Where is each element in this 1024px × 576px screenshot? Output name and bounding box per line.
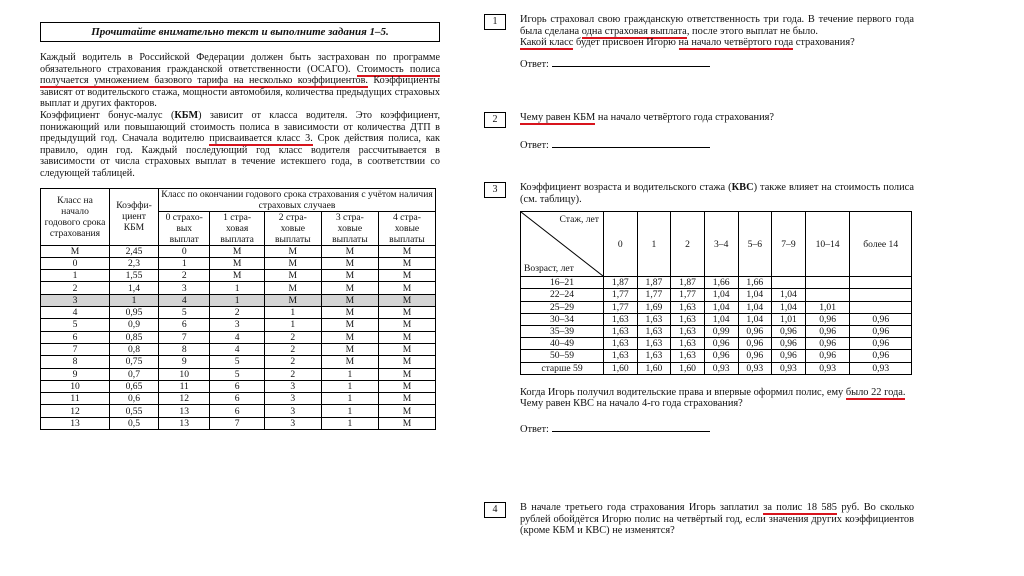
task-number: 4 [484,502,506,518]
table-cell: 2,45 [110,245,159,257]
table-cell [805,289,850,301]
table-cell: 0,93 [805,362,850,374]
table-cell: 22–24 [521,289,604,301]
table-cell: 0,96 [805,325,850,337]
table-cell: 11 [41,393,110,405]
right-column [484,14,914,537]
table-cell: 0,55 [110,405,159,417]
kvs-header-cell: 10–14 [805,212,850,277]
kvs-header-cell: 1 [637,212,671,277]
table-cell: 1,04 [772,301,806,313]
table-cell: М [264,294,321,306]
table-cell: 0,75 [110,356,159,368]
answer-line[interactable] [552,57,710,67]
table-cell: 1,04 [704,301,738,313]
table-cell: 16–21 [521,277,604,289]
table-cell: 1,63 [671,350,705,362]
table-cell: М [321,319,378,331]
left-column [40,22,440,430]
table-cell: 0,96 [772,325,806,337]
table-cell: 6 [210,393,264,405]
table-cell: 0 [159,245,210,257]
kbm-subheader-cell: 3 стра-ховые выплаты [321,211,378,245]
table-row [521,325,912,337]
table-cell: 1,77 [604,301,638,313]
table-cell: М [378,343,435,355]
table-cell: 1,04 [704,313,738,325]
table-row [521,289,912,301]
table-cell: 0,96 [850,325,912,337]
table-cell: 5 [159,307,210,319]
table-cell: 30–34 [521,313,604,325]
table-cell: 1 [210,294,264,306]
table-cell: 1,87 [637,277,671,289]
table-row [41,343,436,355]
intro-paragraph-1: Каждый водитель в Российской Федерации должен быть застрахован по программе обязательного страхования гражданской ответственности (ОСАГО). Стоимость полиса получается умножением базового тарифа на несколько коэффициентов. Коэффициенты зависят от водительского стажа, мощности автомобиля, количества предыдущих страховых выплат и других факторов. [40,52,440,110]
table-cell: 1,66 [704,277,738,289]
table-cell: 1,63 [604,325,638,337]
table-row [41,368,436,380]
table-row [41,356,436,368]
kvs-header-cell: 2 [671,212,705,277]
table-row [41,331,436,343]
table-cell: 13 [159,405,210,417]
table-cell: 7 [210,417,264,429]
table-cell: 0,96 [738,350,772,362]
intro-text [40,52,440,180]
table-cell: 8 [41,356,110,368]
table-cell: М [321,307,378,319]
table-cell: 0,99 [704,325,738,337]
table-row [41,417,436,429]
table-cell: М [378,245,435,257]
table-cell: 0,96 [850,338,912,350]
table-cell: 2 [210,307,264,319]
kvs-header-cell: 5–6 [738,212,772,277]
table-cell: 7 [41,343,110,355]
table-cell: 1,55 [110,270,159,282]
table-cell: 0,93 [704,362,738,374]
answer-line[interactable] [552,138,710,148]
table-cell: М [264,282,321,294]
table-cell: 2 [264,343,321,355]
kbm-subheader-cell: 4 стра-ховые выплаты [378,211,435,245]
table-cell: 1,77 [637,289,671,301]
table-cell: 1,77 [604,289,638,301]
table-cell: М [378,257,435,269]
table-cell: М [378,417,435,429]
table-cell: 0,93 [772,362,806,374]
table-cell: М [321,356,378,368]
table-cell: М [378,294,435,306]
task-number: 2 [484,112,506,128]
table-cell: 0,96 [704,338,738,350]
table-cell: 6 [210,405,264,417]
table-cell: 0,93 [850,362,912,374]
table-cell: 0,96 [738,338,772,350]
table-cell: 10 [159,368,210,380]
table-cell: 4 [210,343,264,355]
task-number: 3 [484,182,506,198]
table-cell: 1 [321,393,378,405]
table-row [521,338,912,350]
table-cell: 6 [159,319,210,331]
table-cell: 1,60 [637,362,671,374]
table-cell: М [378,380,435,392]
table-row [521,350,912,362]
table-row [521,277,912,289]
table-cell [805,277,850,289]
table-cell [850,289,912,301]
table-row [521,301,912,313]
table-cell: 1,66 [738,277,772,289]
table-cell: 1,01 [805,301,850,313]
answer-field[interactable]: Ответ: [520,138,914,152]
table-cell: 5 [210,368,264,380]
table-cell: 3 [264,405,321,417]
table-cell: 10 [41,380,110,392]
intro-paragraph-2: Коэффициент бонус-малус (КБМ) зависит от класса водителя. Это коэффициент, понижающий или повышающий стоимость полиса в зависимости от количества ДТП в предыдущий год. Сначала водителю присваивается класс 3. Срок действия полиса, как правило, один год. Каждый последующий год класс водителя рассчитывается в зависимости от числа страховых выплат в течение истекшего года, в соответствии со следующей таблицей. [40,109,440,179]
table-cell: 12 [41,405,110,417]
table-cell: 0,9 [110,319,159,331]
table-cell: 0,96 [805,350,850,362]
table-cell: 2 [159,270,210,282]
task-4-text: В начале третьего года страхования Игорь заплатил за полис 18 585 руб. Во сколько рублей обойдётся Игорю полис на четвёртый год, если значения других коэффициентов (кроме КБМ и КВС) не изменятся? [520,502,915,537]
answer-field[interactable]: Ответ: [520,422,914,436]
table-cell: 1,87 [604,277,638,289]
table-cell: М [378,307,435,319]
table-cell: 3 [264,380,321,392]
table-cell: 1,63 [637,313,671,325]
table-cell: 0,96 [805,338,850,350]
table-cell: 9 [159,356,210,368]
table-cell: М [378,270,435,282]
table-cell: 6 [210,380,264,392]
table-cell: М [321,331,378,343]
table-cell: 3 [210,319,264,331]
table-cell: 1,63 [637,338,671,350]
kbm-header-group: Класс по окончании годового срока страхования с учётом наличия страховых случаев [159,188,436,211]
table-cell: 1,04 [704,289,738,301]
table-cell: 6 [41,331,110,343]
page-heading: Прочитайте внимательно текст и выполните задания 1–5. [40,22,440,42]
table-cell: 0,96 [772,350,806,362]
table-cell: 0,7 [110,368,159,380]
table-cell: 0,96 [704,350,738,362]
table-cell: М [210,257,264,269]
table-cell: 4 [159,294,210,306]
table-cell: 0,5 [110,417,159,429]
table-cell: 1 [321,380,378,392]
task-number: 1 [484,14,506,30]
table-cell: 0,95 [110,307,159,319]
table-cell: М [264,245,321,257]
table-row [41,270,436,282]
table-cell: 1 [321,368,378,380]
table-cell: 1,63 [671,301,705,313]
table-cell: 0,96 [850,313,912,325]
task-4 [484,502,914,537]
table-cell: 1,63 [671,338,705,350]
table-cell: 7 [159,331,210,343]
table-cell: 0,96 [850,350,912,362]
table-row [41,380,436,392]
table-cell: 12 [159,393,210,405]
table-cell: 5 [210,356,264,368]
table-cell: М [378,319,435,331]
table-cell: 1,4 [110,282,159,294]
table-cell: М [378,393,435,405]
table-row [41,294,436,306]
table-cell: 1,77 [671,289,705,301]
table-cell: 0,96 [738,325,772,337]
kbm-subheader-cell: 0 страхо-вых выплат [159,211,210,245]
task-2-text: Чему равен КБМ на начало четвёртого года страхования? [520,112,775,123]
kvs-header-cell: 3–4 [704,212,738,277]
table-cell: 0,96 [772,338,806,350]
table-cell: 2 [41,282,110,294]
table-cell: 1,04 [772,289,806,301]
table-row [41,393,436,405]
table-cell: 2 [264,356,321,368]
kvs-corner-cell: Стаж, лет Возраст, лет [521,212,604,277]
table-cell: 11 [159,380,210,392]
table-cell: М [378,405,435,417]
task-1 [484,14,914,112]
table-cell: 3 [264,417,321,429]
table-cell: 13 [41,417,110,429]
table-cell [772,277,806,289]
kbm-subheader-cell: 2 стра-ховые выплаты [264,211,321,245]
task-3-question: Когда Игорь получил водительские права и впервые оформил полис, ему было 22 года. Чему равен КВС на начало 4-го года страхования? [520,386,906,410]
table-row [41,282,436,294]
table-cell: 2 [264,331,321,343]
table-cell: 5 [41,319,110,331]
underlined-phrase: Стоимость полиса получается умножением базового тарифа на несколько коэффициентов. [40,63,440,87]
table-cell: 0,6 [110,393,159,405]
table-cell: 2 [264,368,321,380]
table-cell: 1 [210,282,264,294]
table-cell: 2,3 [110,257,159,269]
table-cell: 0,8 [110,343,159,355]
table-row [521,362,912,374]
table-cell: 1 [321,405,378,417]
table-cell: 3 [41,294,110,306]
answer-field[interactable]: Ответ: [520,57,914,71]
table-cell: 13 [159,417,210,429]
table-cell: 9 [41,368,110,380]
table-cell: М [264,270,321,282]
kvs-header-cell: 7–9 [772,212,806,277]
table-cell: 40–49 [521,338,604,350]
kbm-header-class: Класс на начало годового срока страхования [41,188,110,245]
kvs-table [520,211,912,375]
table-cell: М [321,270,378,282]
table-cell: 4 [210,331,264,343]
table-cell: 1 [41,270,110,282]
table-row [521,313,912,325]
table-cell: М [210,245,264,257]
table-cell: 50–59 [521,350,604,362]
table-cell: М [378,331,435,343]
table-cell: 1 [264,319,321,331]
table-cell: 25–29 [521,301,604,313]
table-cell: 0 [41,257,110,269]
table-cell: М [41,245,110,257]
task-3 [484,182,914,502]
kbm-header-coef: Коэффи-циент КБМ [110,188,159,245]
table-cell: 1 [264,307,321,319]
table-cell: 1,63 [671,313,705,325]
table-cell: 1 [159,257,210,269]
table-cell: М [264,257,321,269]
table-cell: М [321,245,378,257]
table-cell [850,301,912,313]
kbm-table [40,188,436,430]
table-cell: М [378,282,435,294]
table-row [41,405,436,417]
kbm-subheader-cell: 1 стра-ховая выплата [210,211,264,245]
table-cell: 4 [41,307,110,319]
table-cell: 3 [159,282,210,294]
table-cell: 1,63 [637,325,671,337]
underlined-phrase: присваивается класс 3. [209,133,313,145]
table-cell: 1,63 [604,350,638,362]
table-cell: М [378,368,435,380]
table-row [41,319,436,331]
table-cell: 1,04 [738,313,772,325]
table-cell: 0,85 [110,331,159,343]
table-cell: М [321,257,378,269]
task-3-text: Коэффициент возраста и водительского стажа (КВС) также влияет на стоимость полиса (см. таблицу). [520,182,914,205]
table-cell: 35–39 [521,325,604,337]
table-cell: 1,63 [604,338,638,350]
table-cell: 3 [264,393,321,405]
kvs-header-cell: более 14 [850,212,912,277]
table-cell [850,277,912,289]
table-row [41,245,436,257]
table-cell: 1,60 [671,362,705,374]
task-2 [484,112,914,182]
table-cell: 0,65 [110,380,159,392]
table-row [41,307,436,319]
table-cell: М [321,282,378,294]
table-cell: 1,01 [772,313,806,325]
table-cell: 1,87 [671,277,705,289]
task-1-text: Игорь страховал свою гражданскую ответственность три года. В течение первого года была сделана одна страховая выплата, после этого выплат не было. Какой класс будет присвоен Игорю на начало четвёртого года страхования? [520,14,914,49]
table-cell: 1,63 [604,313,638,325]
table-cell: 0,96 [805,313,850,325]
table-cell: 1,69 [637,301,671,313]
table-cell: 1,04 [738,301,772,313]
table-row [41,257,436,269]
table-cell: 0,93 [738,362,772,374]
table-cell: М [378,356,435,368]
table-cell: 1 [110,294,159,306]
table-cell: 1,63 [637,350,671,362]
table-cell: 1,60 [604,362,638,374]
table-cell: 1,04 [738,289,772,301]
table-cell: М [321,343,378,355]
kvs-header-cell: 0 [604,212,638,277]
answer-line[interactable] [552,422,710,432]
table-cell: М [210,270,264,282]
table-cell: 1,63 [671,325,705,337]
table-cell: М [321,294,378,306]
table-cell: 8 [159,343,210,355]
table-cell: старше 59 [521,362,604,374]
table-cell: 1 [321,417,378,429]
